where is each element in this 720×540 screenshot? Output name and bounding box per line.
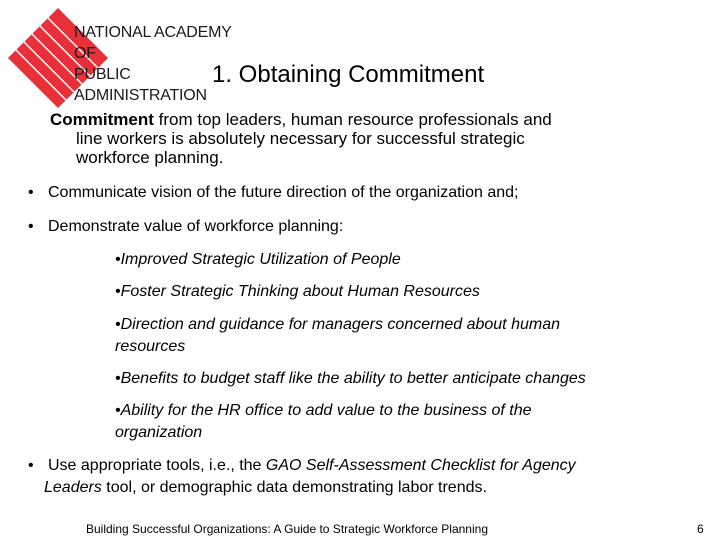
sub-bullet-utilization: •Improved Strategic Utilization of People [115,251,401,268]
intro-line3: workforce planning. [76,148,224,167]
org-name-line2: PUBLIC ADMINISTRATION [74,66,207,104]
academy-logo [8,8,240,108]
slide-title: 1. Obtaining Commitment [212,61,485,88]
org-name-line1: NATIONAL ACADEMY OF [74,24,232,62]
bullet-tools-text-a: Use appropriate tools, i.e., the [48,457,266,474]
intro-bold: Commitment [50,110,154,129]
bullet-tools-italic2: Leaders [44,479,102,496]
intro-line1: from top leaders, human resource professionals and [153,110,552,129]
bullet-tools [28,455,684,499]
bullet-marker: • [28,457,34,474]
bullet-marker: • [28,184,34,201]
bullet-text: Demonstrate value of workforce planning: [48,218,344,235]
bullet-tools-text-b: tool, or demographic data demonstrating labor trends. [101,479,487,496]
page-number: 6 [697,522,704,536]
footer-text: Building Successful Organizations: A Guide to Strategic Workforce Planning [86,522,488,536]
bullet-tools-italic1: GAO Self-Assessment Checklist for Agency [265,457,576,474]
bullet-demonstrate [28,218,343,236]
bullet-communicate [28,184,519,202]
bullet-marker: • [28,218,34,235]
sub-bullet-guidance: •Direction and guidance for managers concerned about human resources [115,316,560,355]
sub-bullet-hr-office: •Ability for the HR office to add value to the business of the organization [115,402,532,441]
sub-bullet-budget: •Benefits to budget staff like the ability to better anticipate changes [115,370,586,387]
sub-bullet-thinking: •Foster Strategic Thinking about Human Resources [115,283,480,300]
intro-line2: line workers is absolutely necessary for successful strategic [76,129,525,148]
intro-paragraph [50,110,670,167]
bullet-text: Communicate vision of the future direction of the organization and; [48,184,519,201]
